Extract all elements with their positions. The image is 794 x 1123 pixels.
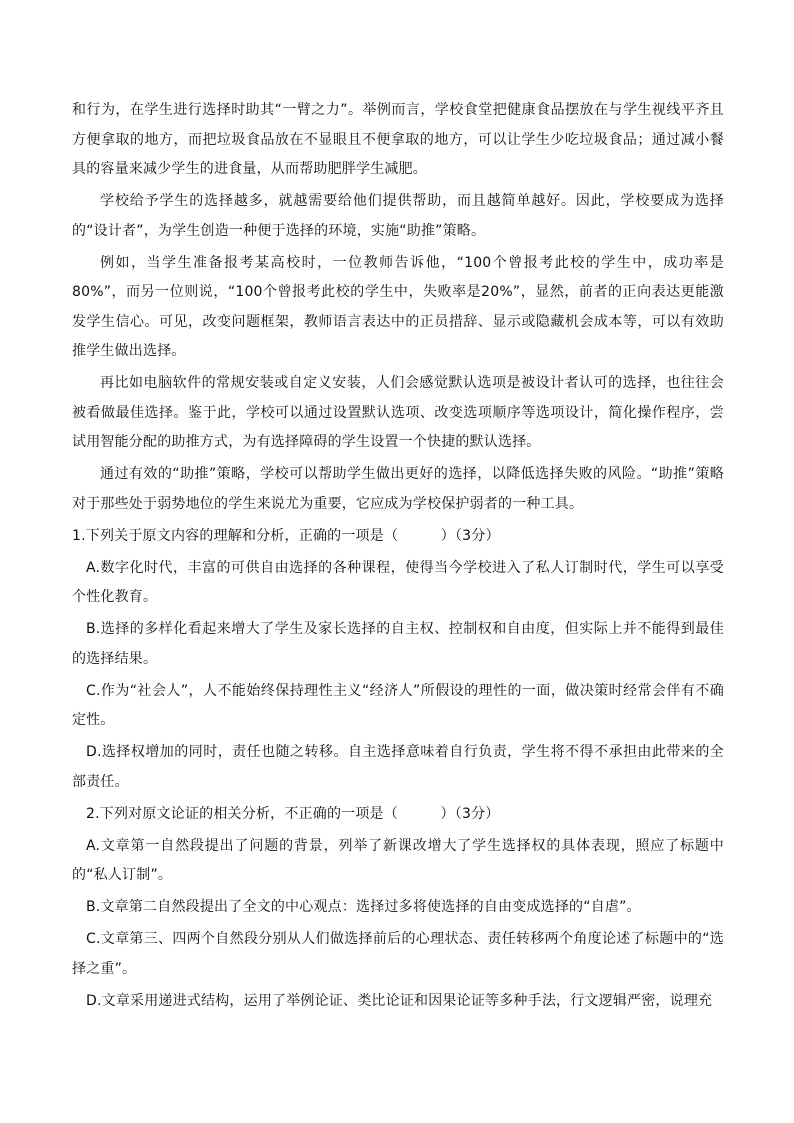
question-1-option-c: C.作为“社会人”，人不能始终保持理性主义“经济人”所假设的理性的一面，做决策时经常会伴有不确定性。 xyxy=(72,682,724,728)
paragraph-default-option: 再比如电脑软件的常规安装或自定义安装，人们会感觉默认选项是被设计者认可的选择，也往往会被看做最佳选择。鉴于此，学校可以通过设置默认选项、改变选项顺序等选项设计，简化操作程序，尝试用智能分配的助推方式，为有选择障碍的学生设置一个快捷的默认选择。 xyxy=(72,375,724,450)
question-1-option-d: D.选择权增加的同时，责任也随之转移。自主选择意味着自行负责，学生将不得不承担由此带来的全部责任。 xyxy=(72,744,724,790)
question-1-option-a: A.数字化时代，丰富的可供自由选择的各种课程，使得当今学校进入了私人订制时代，学生可以享受个性化教育。 xyxy=(72,559,724,605)
paragraph-continuation: 和行为，在学生进行选择时助其“一臂之力”。举例而言，学校食堂把健康食品摆放在与学生视线平齐且方便拿取的地方，而把垃圾食品放在不显眼且不便拿取的地方，可以让学生少吃垃圾食品；通过减小餐具的容量来减少学生的进食量，从而帮助肥胖学生减肥。 xyxy=(72,102,724,177)
question-2-option-b: B.文章第二自然段提出了全文的中心观点：选择过多将使选择的自由变成选择的“自虐”。 xyxy=(86,899,641,915)
question-2-stem: 2.下列对原文论证的相关分析，不正确的一项是（ ）（3分） xyxy=(86,805,500,822)
document-page xyxy=(72,96,724,1019)
paragraph-framing-example: 例如，当学生准备报考某高校时，一位教师告诉他，“100个曾报考此校的学生中，成功率是80%”，而另一位则说，“100个曾报考此校的学生中，失败率是20%”，显然，前者的正向表达更能激发学生信心。可见，改变问题框架，教师语言表达中的正员措辞、显示或隐藏机会成本等，可以有效助推学生做出选择。 xyxy=(72,254,724,359)
question-2-option-c: C.文章第三、四两个自然段分别从人们做选择前后的心理状态、责任转移两个角度论述了标题中的“选择之重”。 xyxy=(72,931,724,977)
paragraph-school-choices: 学校给予学生的选择越多，就越需要给他们提供帮助，而且越简单越好。因此，学校要成为选择的“设计者”，为学生创造一种便于选择的环境，实施“助推”策略。 xyxy=(72,193,724,239)
question-1-option-b: B.选择的多样化看起来增大了学生及家长选择的自主权、控制权和自由度，但实际上并不能得到最佳的选择结果。 xyxy=(72,621,724,667)
question-1-stem: 1.下列关于原文内容的理解和分析，正确的一项是（ ）（3分） xyxy=(72,527,500,544)
question-2-option-a: A.文章第一自然段提出了问题的背景，列举了新课改增大了学生选择权的具体表现，照应了标题中的“私人订制”。 xyxy=(72,837,724,883)
paragraph-nudge-conclusion: 通过有效的“助推”策略，学校可以帮助学生做出更好的选择，以降低选择失败的风险。“助推”策略对于那些处于弱势地位的学生来说尤为重要，它应成为学校保护弱者的一种工具。 xyxy=(72,466,724,512)
question-2-option-d: D.文章采用递进式结构，运用了举例论证、类比论证和因果论证等多种手法，行文逻辑严密，说理充 xyxy=(86,992,713,1009)
